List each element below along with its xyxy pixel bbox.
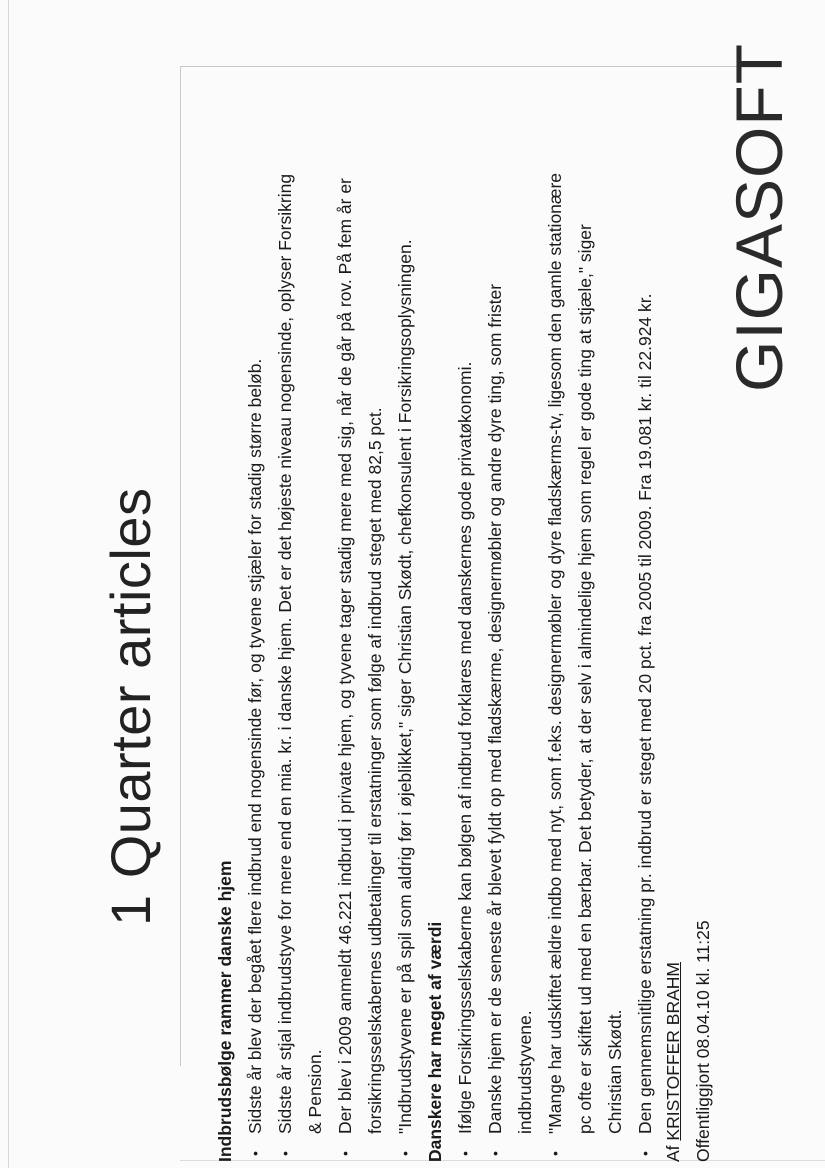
article-content xyxy=(210,162,660,1162)
list-item: • Ifølge Forsikringsselskaberne kan bølgen af indbrud forklares med danskernes gode privatøkonomi. xyxy=(450,162,480,1162)
bullet-list-1 xyxy=(240,162,420,1162)
list-item: • Sidste år stjal indbrudstyve for mere end en mia. kr. i danske hjem. Det er det højeste niveau nogensinde, oplyser Forsikring & Pension. xyxy=(270,162,330,1162)
byline-prefix: Af xyxy=(663,1145,683,1162)
list-item: • Den gennemsnitlige erstatning pr. indbrud er steget med 20 pct. fra 2005 til 2009. Fra 19.081 kr. til 22.924 kr. xyxy=(630,162,660,1162)
published-date: Offentliggjort 08.04.10 kl. 11:25 xyxy=(693,920,713,1162)
slide-frame-top xyxy=(180,66,780,67)
bullet-list-2 xyxy=(450,162,660,1162)
gigasoft-logo: GIGASOFT xyxy=(722,42,796,392)
page-title: 1 Quarter articles xyxy=(99,487,162,926)
section-heading-1: Indbrudsbølge rammer danske hjem xyxy=(215,860,235,1162)
bullet-icon: • xyxy=(637,1151,653,1156)
list-item: • Der blev i 2009 anmeldt 46.221 indbrud i private hjem, og tyvene tager stadig mere med sig, når de går på rov. På fem år er forsikringsselskabernes udbetalinger til erstatninger som følge af indbrud steget med 82,5 pct. xyxy=(330,162,390,1162)
bullet-icon: • xyxy=(397,1151,413,1156)
rotated-slide xyxy=(90,42,796,1166)
byline xyxy=(658,920,718,1162)
bullet-icon: • xyxy=(247,1151,263,1156)
bullet-icon: • xyxy=(337,1151,353,1156)
author-line xyxy=(658,920,688,1162)
section-heading-2: Danskere har meget af værdi xyxy=(425,921,445,1162)
bullet-icon: • xyxy=(277,1151,293,1156)
bullet-icon: • xyxy=(487,1151,503,1156)
list-item: • Sidste år blev der begået flere indbrud end nogensinde før, og tyvene stjæler for stadig større beløb. xyxy=(240,162,270,1162)
author-link[interactable]: KRISTOFFER BRAHM xyxy=(663,961,683,1141)
list-item: • Danske hjem er de seneste år blevet fyldt op med fladskærme, designermøbler og andre dyre ting, som frister indbrudstyvene. xyxy=(480,162,540,1162)
list-item: • "Mange har udskiftet ældre indbo med nyt, som f.eks. designermøbler og dyre fladskærms-tv, ligesom den gamle stationære pc ofte er skiftet ud med en bærbar. Det betyder, at der selv i almindelige hjem som regel er gode ting at stjæle," siger Christian Skødt. xyxy=(540,162,630,1162)
bullet-icon: • xyxy=(547,1151,563,1156)
scan-edge-left xyxy=(8,0,9,1168)
bullet-icon: • xyxy=(457,1151,473,1156)
list-item: • "Indbrudstyvene er på spil som aldrig før i øjeblikket," siger Christian Skødt, chefkonsulent i Forsikringsoplysningen. xyxy=(390,162,420,1162)
